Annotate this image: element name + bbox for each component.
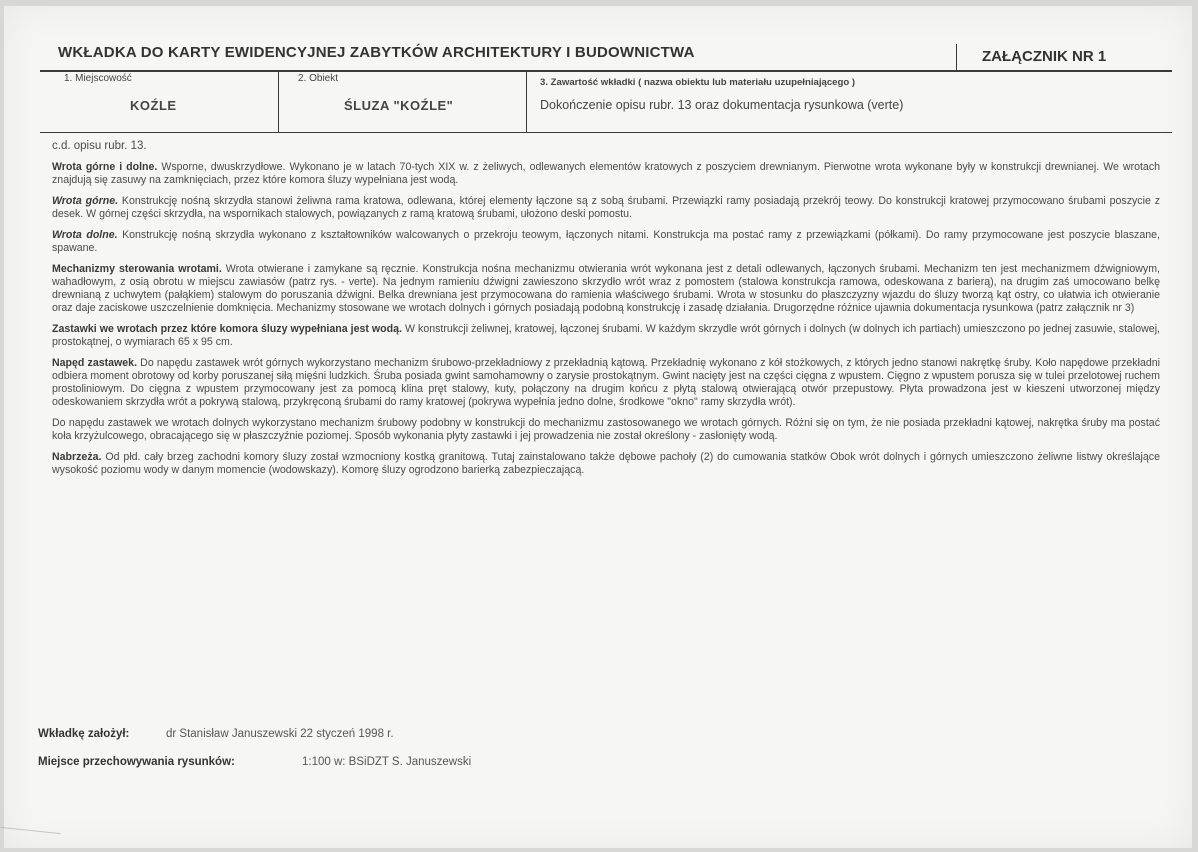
paragraph-text: W konstrukcji żeliwnej, kratowej, łączonej śrubami. W każdym skrzydle wrót górnych i dolnych (w dolnych ich partiach) umieszczono po jednej zasuwie, stalowej, prostokątnej, o wymiarach 65 x 95 cm. <box>52 323 1160 348</box>
storage-value: 1:100 w: BSiDZT S. Januszewski <box>302 756 472 768</box>
paragraph-text: Od płd. cały brzeg zachodni komory śluzy został wzmocniony kostką granitową. Tutaj zainstalowano także dębowe pachoły (2) do cumowania statków Obok wrót dolnych i górnych umieszczono żeliwne listwy określające wysokość poziomu wody w danym momencie (wodowskazy). Komorę śluzy ogrodzono barierką zabezpieczającą. <box>52 451 1160 476</box>
paragraph-text: Konstrukcję nośną skrzydła stanowi żeliwna rama kratowa, odlewana, której elementy łączone są z sobą śrubami. Przewiązki ramy posiadają przekrój teowy. Do konstrukcji kratowej przymocowano śrubami poszycie z desek. W górnej części skrzydła, na wspornikach stalowych, powiązanych z ramą kratową śrubami, ułożono deski pomostu. <box>52 195 1161 220</box>
storage-label: Miejsce przechowywania rysunków: <box>38 756 235 768</box>
paragraph-heading: Zastawki we wrotach przez które komora śluzy wypełniana jest wodą. <box>52 323 402 335</box>
field-label-contents: 3. Zawartość wkładki ( nazwa obiektu lub materiału uzupełniającego ) <box>540 77 856 88</box>
paragraph <box>52 357 1160 409</box>
paragraph-text: Konstrukcję nośną skrzydła wykonano z kształtowników walcowanych o przekroju teowym, łączonych nitami. Konstrukcja ma postać ramy z przewiązkami (półkami). Do ramy przymocowane jest poszycie blaszane, spawane. <box>52 229 1160 254</box>
paragraph-text: Do napędu zastawek wrót górnych wykorzystano mechanizm śrubowo-przekładniowy z przekładnią kątową. Przekładnię wykonano z kół stożkowych, z których jedno stanowi nakrętkę śruby. Koło napędowe przekładni odbiera moment obrotowy od korby poruszanej siłą mięśni ludzkich. Śruba posiada gwint samohamowny o zarysie prostokątnym. Gwint nacięty jest na części cięgna z wpustem. Cięgno z wpustem porusza się w tulei przelotowej ruchem prostoliniowym. Do cięgna z wpustem przymocowany jest za pomocą klina pręt stalowy, kuty, połączony na drugim końcu z płytą stalową otwierającą otwór przepustowy. Płyta prowadzona jest w kieszeni utworzonej między odeskowaniem skrzydła wrót a pokrywą stalową, przykręconą śrubami do ramy kratowej (pokrywa wypełnia jedno dolne, środkowe "okno" ramy skrzydła wrót). <box>52 357 1160 408</box>
field-value-object: ŚLUZA "KOŹLE" <box>344 98 454 113</box>
paragraph-heading: Wrota górne i dolne. <box>52 161 158 173</box>
paragraph <box>52 195 1160 221</box>
paragraph-heading: Wrota dolne. <box>52 229 118 241</box>
field-label-locality: 1. Miejscowość <box>64 73 132 84</box>
field-separator <box>526 71 527 132</box>
field-label-object: 2. Obiekt <box>298 73 339 84</box>
header-rule <box>40 70 1172 72</box>
field-separator <box>278 71 279 132</box>
paragraph <box>52 229 1160 255</box>
author-label: Wkładkę założył: <box>38 728 130 740</box>
header-separator <box>956 44 957 70</box>
field-value-contents: Dokończenie opisu rubr. 13 oraz dokumentacja rysunkowa (verte) <box>540 98 904 112</box>
document-title: WKŁADKA DO KARTY EWIDENCYJNEJ ZABYTKÓW ARCHITEKTURY I BUDOWNICTWA <box>58 44 695 61</box>
description-body <box>52 140 1160 485</box>
paragraph <box>52 263 1160 315</box>
fields-rule <box>40 132 1172 133</box>
paragraph-text: Do napędu zastawek we wrotach dolnych wykorzystano mechanizm śrubowy podobny w konstrukcji do mechanizmu zastosowanego we wrotach górnych. Różni się on tym, że nie posiada przekładni kątowej, nakrętka śruby ma postać koła krzyżulcowego, obracającego się w płaszczyźnie poziomej. Sposób wykonania płyty zastawki i jej prowadzenia nie został określony - zasłonięty wodą. <box>52 417 1160 442</box>
paragraph <box>52 417 1160 443</box>
author-value: dr Stanisław Januszewski 22 styczeń 1998 r. <box>166 728 394 740</box>
annex-label: ZAŁĄCZNIK NR 1 <box>982 48 1107 65</box>
paragraph <box>52 323 1160 349</box>
paragraph-text: Wsporne, dwuskrzydłowe. Wykonano je w latach 70-tych XIX w. z żeliwych, odlewanych elementów kratowych z poszyciem drewnianym. Pierwotne wrota wykonane były w konstrukcji drewnianej. We wrotach znajdują się zasuwy na zamknięciach, przez które komora śluzy wypełniana jest wodą. <box>52 161 1161 186</box>
paragraph-heading: Napęd zastawek. <box>52 357 138 369</box>
paragraph-heading: Mechanizmy sterowania wrotami. <box>52 263 222 275</box>
field-value-locality: KOŹLE <box>130 98 177 113</box>
paragraph <box>52 161 1160 187</box>
paragraph-heading: Wrota górne. <box>52 195 119 207</box>
paragraph <box>52 451 1160 477</box>
intro-text: c.d. opisu rubr. 13. <box>52 140 147 152</box>
paragraph-text: Wrota otwierane i zamykane są ręcznie. Konstrukcja nośna mechanizmu otwierania wrót wykonana jest z detali odlewanych, łączonych śrubami. Mechanizm ten jest mechanizmem dźwigniowym, wahadłowym, z osią obrotu w miejscu zawiasów (patrz rys. - verte). Na jednym ramieniu dźwigni zawieszono skrzydło wrót wraz z pomostem (stalowa konstrukcja ramowa, odeskowana z barierą), na drugim zaś umocowano belkę drewnianą z uchwytem (pałąkiem) stalowym do poruszania dźwigni. Belka drewniana jest przymocowana do ramienia właściwego śrubami. Wrota w stosunku do płaszczyzny wjazdu do śluzy tworzą kąt ostry, co ułatwia ich otwieranie oraz daje zaciskowe uszczelnienie domknięcia. Mechanizmy stosowane we wrotach dolnych i górnych posiadają podobną konstrukcję i zasadę działania. Drugorzędne różnice ujawnia dokumentacja rysunkowa (patrz załącznik nr 3) <box>52 263 1160 314</box>
paragraph-heading: Nabrzeża. <box>52 451 102 463</box>
